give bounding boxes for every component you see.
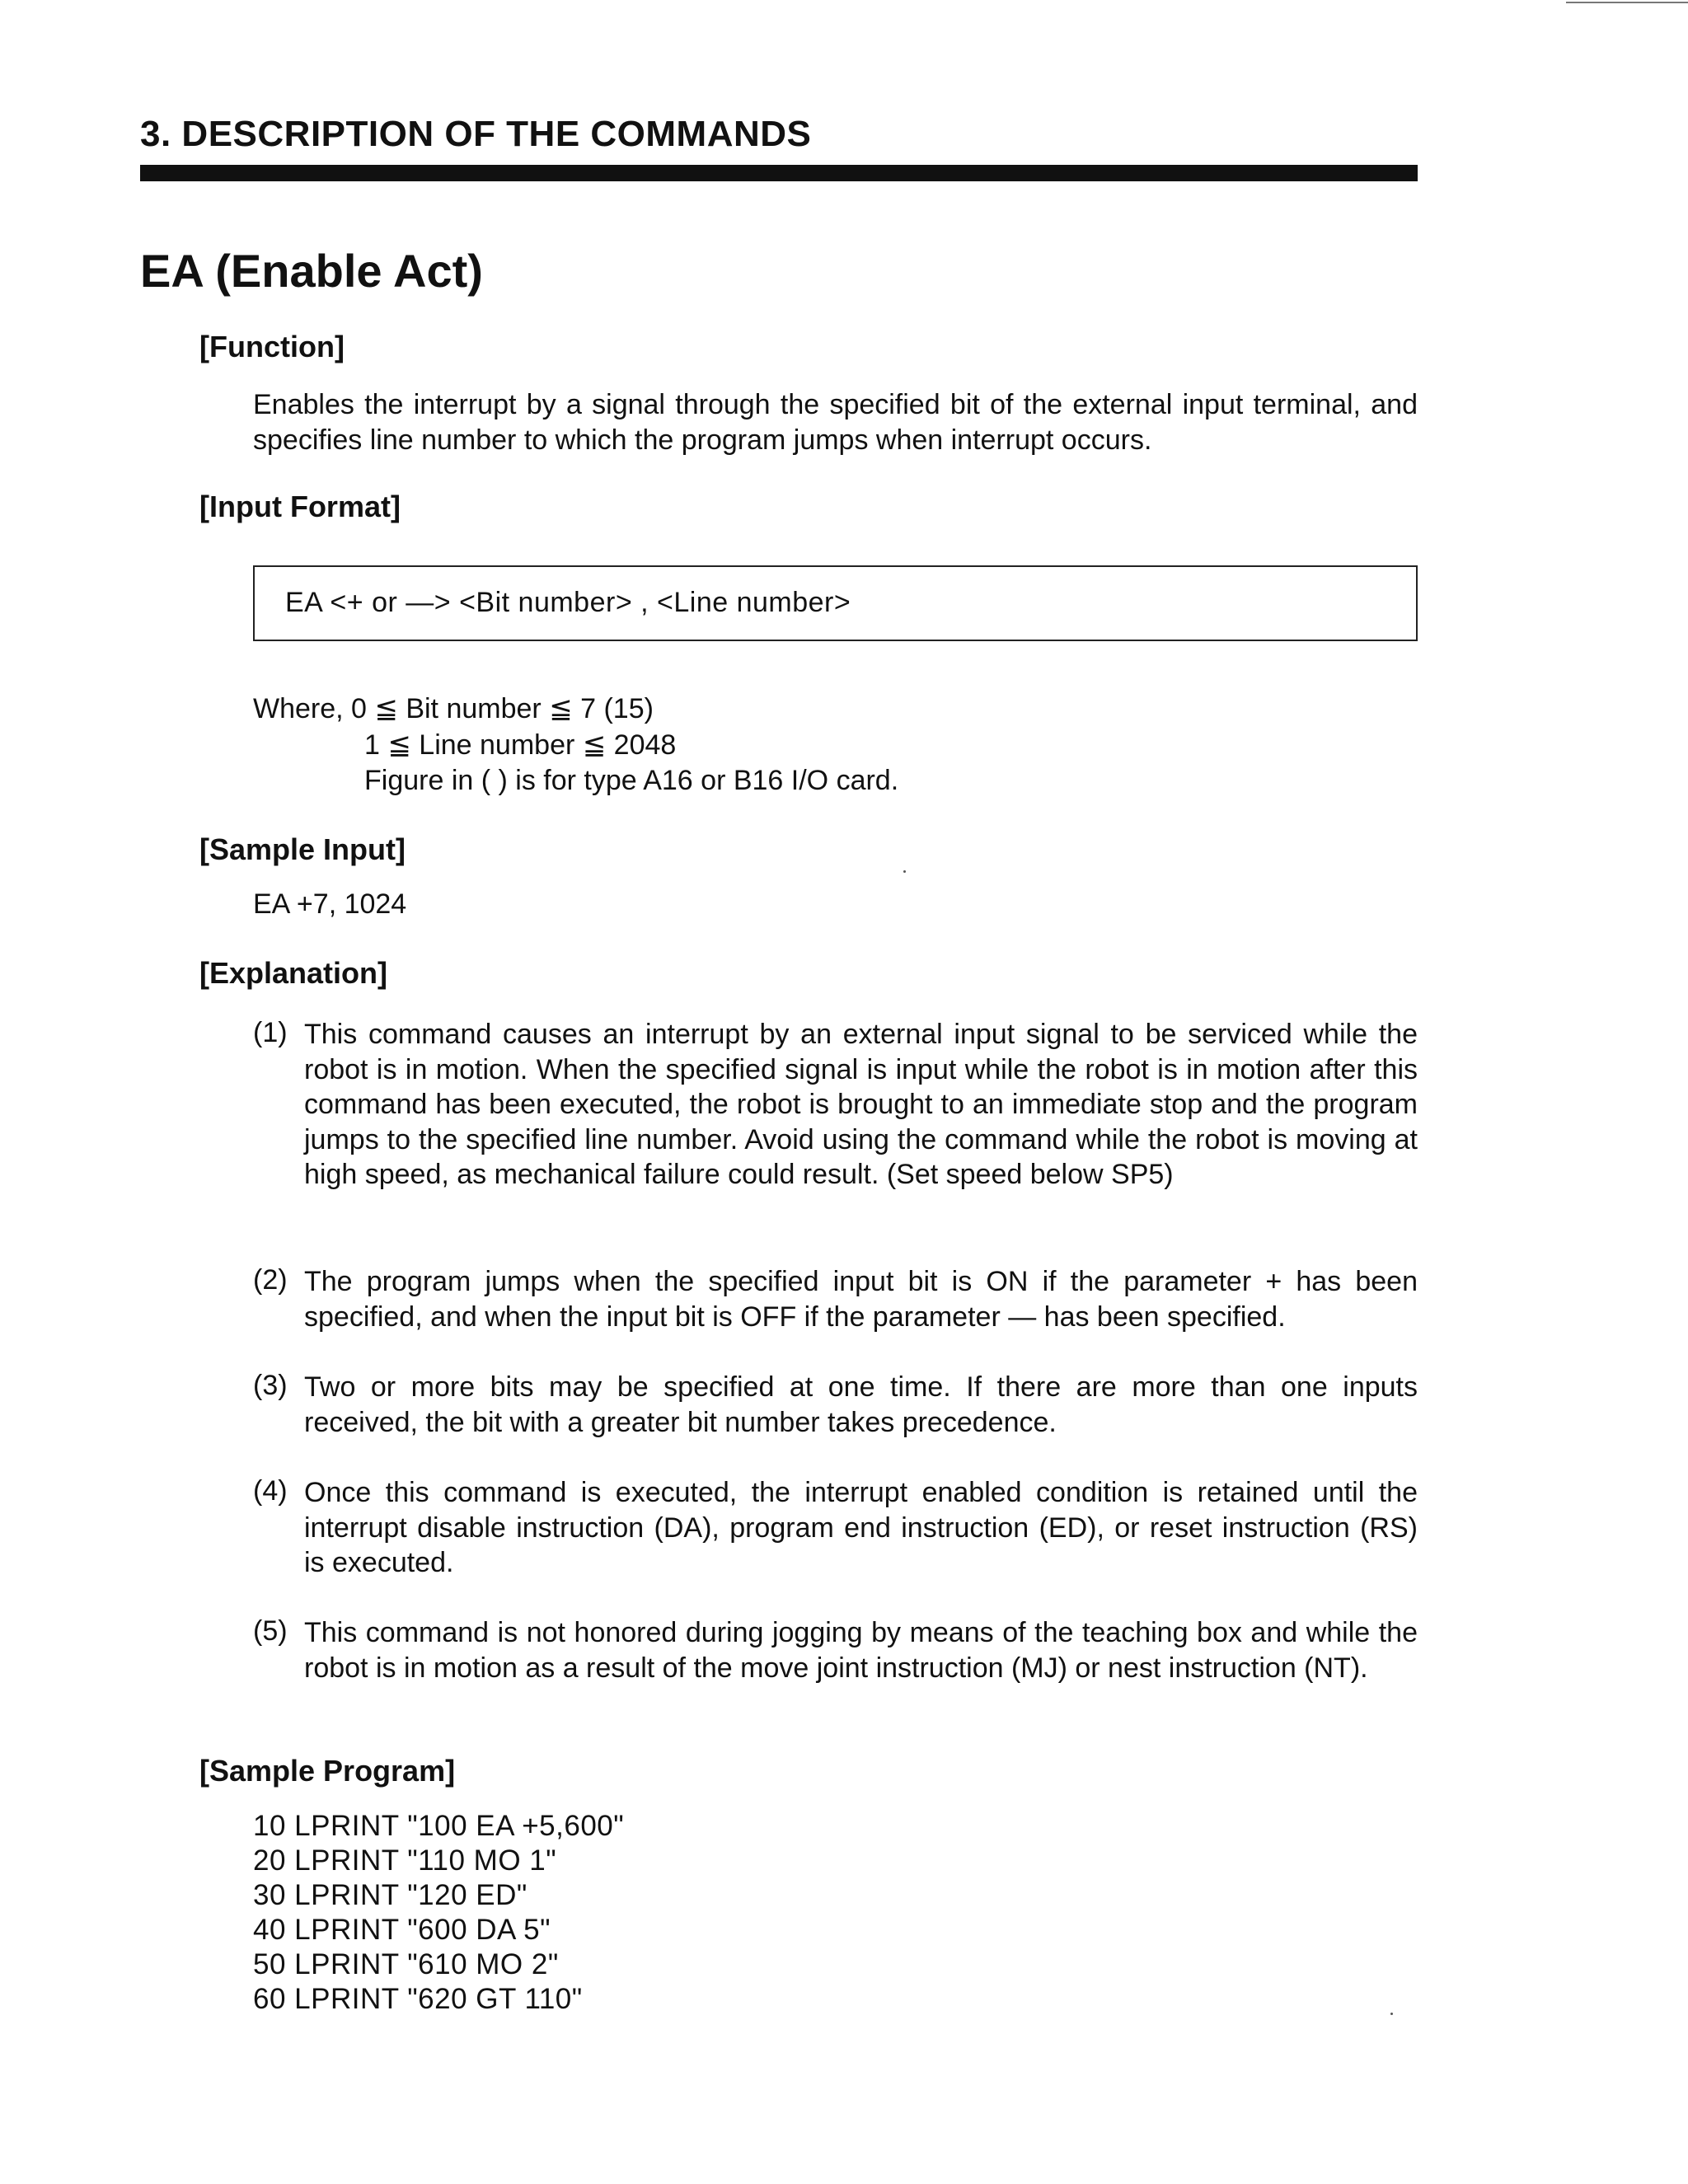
explanation-item-text: Once this command is executed, the interrupt enabled condition is retained until the interrupt disable instruction (DA), program end instruction (ED), or reset instruction (RS) is executed. (304, 1477, 1418, 1578)
where-line-2: 1 ≦ Line number ≦ 2048 (364, 729, 677, 761)
where-line-1: Where, 0 ≦ Bit number ≦ 7 (15) (253, 693, 654, 724)
command-title: EA (Enable Act) (140, 245, 483, 297)
speck (903, 870, 906, 873)
function-heading: [Function] (199, 330, 345, 363)
sample-input-text: EA +7, 1024 (253, 888, 407, 920)
program-line: 10 LPRINT "100 EA +5,600" (253, 1810, 625, 1842)
corner-mark (1566, 2, 1688, 3)
program-line: 50 LPRINT "610 MO 2" (253, 1948, 559, 1980)
explanation-item-number: (3) (253, 1370, 288, 1401)
explanation-item-number: (5) (253, 1615, 288, 1647)
program-line: 30 LPRINT "120 ED" (253, 1879, 528, 1911)
program-line: 60 LPRINT "620 GT 110" (253, 1983, 583, 2015)
explanation-item-number: (1) (253, 1017, 288, 1048)
program-line: 40 LPRINT "600 DA 5" (253, 1914, 551, 1946)
program-line: 20 LPRINT "110 MO 1" (253, 1844, 557, 1877)
explanation-item-text: The program jumps when the specified input bit is ON if the parameter + has been specified, and when the input bit is OFF if the parameter — has been specified. (304, 1266, 1418, 1333)
explanation-heading: [Explanation] (199, 956, 388, 990)
input-format-syntax: EA <+ or —> <Bit number> , <Line number> (285, 587, 851, 618)
function-text: Enables the interrupt by a signal through the specified bit of the external input terminal, and specifies line number to which the program jumps when interrupt occurs. (253, 389, 1418, 456)
section-rule (140, 165, 1418, 181)
sample-input-heading: [Sample Input] (199, 832, 406, 866)
explanation-item-text: Two or more bits may be specified at one time. If there are more than one inputs received, the bit with a greater bit number takes precedence. (304, 1371, 1418, 1438)
explanation-item-text: This command is not honored during jogging by means of the teaching box and while the robot is in motion as a result of the move joint instruction (MJ) or nest instruction (NT). (304, 1617, 1418, 1684)
speck (1390, 2013, 1393, 2015)
explanation-item-text: This command causes an interrupt by an external input signal to be serviced while the robot is in motion. When the specified signal is input while the robot is in motion after this command has been executed, the robot is brought to an immediate stop and the program jumps to the specified line number. Avoid using the command while the robot is moving at high speed, as mechanical failure could result. (Set speed below SP5) (304, 1019, 1418, 1190)
section-title: 3. DESCRIPTION OF THE COMMANDS (140, 114, 812, 154)
sample-program-heading: [Sample Program] (199, 1754, 456, 1788)
where-line-3: Figure in ( ) is for type A16 or B16 I/O card. (364, 765, 899, 796)
explanation-item-number: (2) (253, 1264, 288, 1296)
explanation-item-number: (4) (253, 1475, 288, 1507)
input-format-heading: [Input Format] (199, 490, 401, 523)
